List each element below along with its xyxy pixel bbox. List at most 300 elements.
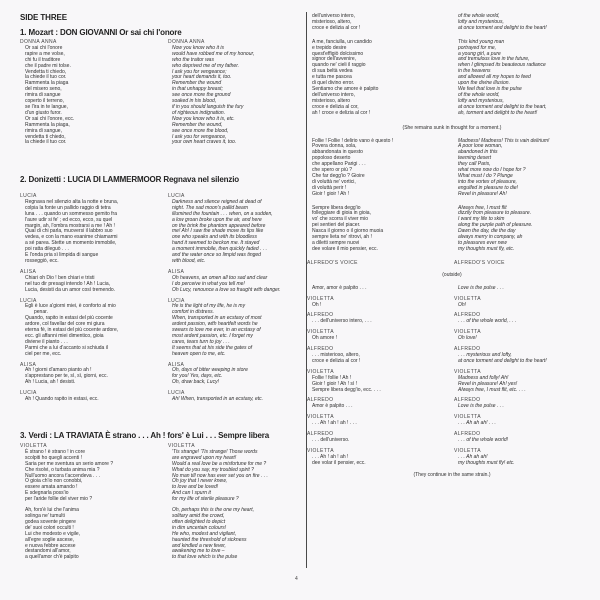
traviata-continuation bbox=[307, 14, 597, 486]
libretto-line: rapire a me volse, bbox=[25, 50, 65, 57]
libretto-line: Lui che modesto e vigile, bbox=[25, 530, 81, 537]
libretto-line: sempre lieta ne' ritrovi, ah ! bbox=[312, 234, 372, 241]
libretto-line: Darkness and silence reigned at dead of bbox=[172, 198, 262, 205]
libretto-line: they call Paris, bbox=[458, 161, 491, 168]
libretto-line: Oh, draw back, Lucy! bbox=[172, 379, 219, 386]
libretto-line: rimira di sangue bbox=[25, 92, 61, 99]
dialogue-row bbox=[20, 40, 305, 146]
dialogue-row bbox=[307, 370, 597, 394]
libretto-line: lofty and mysterious, bbox=[458, 18, 504, 25]
libretto-line: Null'uomo ancora t'accendeva . . . bbox=[25, 472, 101, 479]
italian-text bbox=[20, 391, 168, 403]
libretto-line: I ask you for vengeance; bbox=[172, 68, 227, 75]
libretto-line: along the purple path of pleasure. bbox=[458, 222, 533, 229]
libretto-line: me! Ah! I saw the shade move its lips like bbox=[172, 228, 264, 235]
libretto-line: He is the light of my life, he is my bbox=[172, 303, 246, 310]
libretto-line: What do you say, my troubled spirit ? bbox=[172, 466, 254, 473]
dialogue-row bbox=[307, 415, 597, 427]
libretto-line: if in you should languish the fury bbox=[172, 103, 244, 110]
speaker-name: VIOLETTA bbox=[454, 329, 482, 336]
libretto-line: Gioir ! gioir ! Ah ! sì ! bbox=[312, 380, 358, 387]
libretto-line: in that unhappy breast; bbox=[172, 86, 223, 93]
libretto-line: margin, ah, l'ombra mostrarsi a me ! Ah ! bbox=[25, 222, 115, 229]
english-translation bbox=[168, 508, 308, 561]
libretto-line: Parmi che a lui d'accanto si schiuda il bbox=[25, 344, 108, 351]
libretto-line: d'un giusto furor. bbox=[25, 109, 62, 116]
libretto-line: Love is the pulse . . . bbox=[458, 403, 504, 410]
english-translation bbox=[454, 449, 594, 467]
libretto-line: signor dell'avvenire, bbox=[312, 56, 357, 63]
libretto-line: awakening me to love – bbox=[172, 548, 225, 555]
english-translation bbox=[168, 270, 308, 294]
libretto-line: ecc. gli affanni miei dimentico, gioia bbox=[25, 332, 104, 339]
libretto-line: Or sai chi l'onore, ecc. bbox=[25, 115, 75, 122]
libretto-line: most ardent passion, etc. I forget my bbox=[172, 332, 253, 339]
libretto-line: I ask you for vengeance, bbox=[172, 133, 227, 140]
libretto-line: . . . dell'universo. bbox=[312, 436, 350, 443]
libretto-line: night. The sad moon's pallid beam bbox=[172, 204, 248, 211]
speaker-name: ALISA bbox=[20, 361, 37, 368]
libretto-line: quando ne' cieli il raggio bbox=[312, 62, 366, 69]
libretto-line: Remember the wound bbox=[172, 80, 222, 87]
speaker-name: ALFREDO'S VOICE bbox=[454, 259, 505, 266]
speaker-name: ALFREDO bbox=[454, 431, 481, 438]
libretto-line: and tremulous love in the future, bbox=[458, 56, 530, 63]
libretto-line: croce e delizia al cor ! bbox=[312, 357, 361, 364]
section-lucia bbox=[20, 175, 305, 408]
libretto-line: Egli è luce a'giorni miei, è conforto al mio bbox=[25, 303, 116, 310]
english-translation bbox=[454, 40, 594, 117]
speaker-name: ALISA bbox=[168, 361, 185, 368]
libretto-line: who the traitor was bbox=[172, 56, 214, 63]
english-translation bbox=[454, 398, 594, 410]
libretto-line: E l'onda pria sì limpida di sangue bbox=[25, 252, 99, 259]
libretto-line: croce e delizia al cor, bbox=[312, 103, 359, 110]
english-translation bbox=[454, 313, 594, 325]
libretto-line: I do perceive in what you tell me! bbox=[172, 280, 245, 287]
libretto-line: che spero or più ? bbox=[312, 167, 353, 174]
libretto-line: per l'aride follie del viver mio ? bbox=[25, 496, 93, 503]
libretto-line: destandomi all'amor, bbox=[25, 548, 71, 555]
dialogue-row bbox=[20, 194, 305, 265]
libretto-line: would have robbed me of my honour, bbox=[172, 50, 255, 57]
libretto-line: Ah ! giorni d'amaro pianto ah ! bbox=[25, 367, 92, 374]
libretto-line: who deprived me of my father. bbox=[172, 62, 240, 69]
libretto-line: abbandonata in questo bbox=[312, 149, 363, 156]
libretto-line: a moment immobile, then quickly faded . . . bbox=[172, 246, 268, 253]
libretto-line: ciel per me, ecc. bbox=[25, 350, 62, 357]
italian-text bbox=[20, 40, 168, 146]
libretto-line: hand it seemed to beckon me. It stayed bbox=[172, 240, 260, 247]
libretto-rows bbox=[307, 14, 597, 478]
english-translation bbox=[454, 261, 594, 267]
libretto-line: Madness and folly! Ah! bbox=[458, 374, 509, 381]
italian-text bbox=[307, 347, 454, 365]
libretto-line: Rammenta la piaga, bbox=[25, 121, 70, 128]
libretto-line: Nasca il giorno o il giorno muoia bbox=[312, 228, 384, 235]
libretto-line: a low groan broke upon the air, and here bbox=[172, 216, 262, 223]
section-don-giovanni bbox=[20, 28, 305, 151]
libretto-line: del misero seno, bbox=[25, 86, 62, 93]
libretto-line: e nuova febbre accese bbox=[25, 542, 76, 549]
libretto-line: one who speaks and with its bloodless bbox=[172, 234, 258, 241]
libretto-line: swears to love me ever, in an ecstasy of bbox=[172, 327, 261, 334]
libretto-line: Ah! When, transported in an ecstasy, etc. bbox=[172, 396, 264, 403]
libretto-line: for my life of sterile pleasure ? bbox=[172, 496, 239, 503]
italian-text bbox=[307, 449, 454, 467]
speaker-name: ALFREDO bbox=[454, 346, 481, 353]
libretto-line: ardore, col favellar del core mi giura bbox=[25, 321, 105, 328]
italian-text bbox=[307, 261, 454, 267]
libretto-line: ardent passion, with heartfelt words he bbox=[172, 321, 258, 328]
italian-text bbox=[20, 299, 168, 358]
libretto-line: Oh love! bbox=[458, 335, 477, 342]
italian-text bbox=[307, 432, 454, 444]
libretto-line: O gioia ch'io non conobbi, bbox=[25, 478, 83, 485]
english-translation bbox=[168, 391, 308, 403]
dialogue-row bbox=[307, 261, 597, 267]
dialogue-row bbox=[307, 313, 597, 325]
speaker-name: VIOLETTA bbox=[307, 329, 335, 336]
section-heading: 3. Verdi : LA TRAVIATA È strano . . . Ah ! fors' è Lui . . . Sempre libera bbox=[20, 431, 270, 440]
libretto-line: Gioir ! gioir ! Ah ! bbox=[312, 190, 349, 197]
libretto-line: Povera donna, sola, bbox=[312, 143, 357, 150]
libretto-line: Follie ! Follie ! delirio vano è questo ! bbox=[312, 137, 394, 144]
libretto-line: Lucia, desisti da un amor così tremendo. bbox=[25, 286, 116, 293]
libretto-line: and kindled a new fever, bbox=[172, 542, 226, 549]
italian-text bbox=[307, 370, 454, 394]
libretto-line: . . . Ah ah ah! bbox=[458, 453, 488, 460]
libretto-line: on the brink the phantom appeared before bbox=[172, 222, 266, 229]
italian-text bbox=[307, 313, 454, 325]
libretto-line: Che far degg'io ? Gioire bbox=[312, 172, 365, 179]
libretto-line: s'apprestano per te, sì, sì, giorni, ecc. bbox=[25, 373, 108, 380]
libretto-line: de' suoi colori occulti ! bbox=[25, 524, 74, 531]
speaker-name: ALFREDO bbox=[454, 397, 481, 404]
libretto-line: teeming desert bbox=[458, 155, 492, 162]
libretto-line: Sempre libera degg'io bbox=[312, 204, 361, 211]
libretto-line: to that love which is the pulse bbox=[172, 554, 238, 561]
libretto-line: And can I spurn it bbox=[172, 490, 211, 497]
libretto-line: see once more the blood, bbox=[172, 127, 229, 134]
italian-text bbox=[307, 330, 454, 342]
dialogue-row bbox=[307, 14, 597, 32]
libretto-rows bbox=[20, 444, 305, 561]
libretto-line: l'aure udir si fe' ; ed ecco, ecco, su quel bbox=[25, 216, 113, 223]
libretto-line: la chiede il tuo cor. bbox=[25, 74, 67, 81]
libretto-line: Always free, I must flit bbox=[458, 204, 507, 211]
libretto-line: my thoughts must fly! etc. bbox=[458, 459, 515, 466]
libretto-line: godea sovente pingere bbox=[25, 518, 76, 525]
libretto-line: e tutta me pascea bbox=[312, 74, 352, 81]
speaker-name: LUCIA bbox=[168, 193, 185, 199]
libretto-line: poi ratta dileguò . . . bbox=[25, 246, 69, 253]
libretto-line: . . . Ah ! ah ! ah ! bbox=[312, 453, 349, 460]
libretto-line: Ah ! Lucia, ah ! desisti. bbox=[25, 379, 76, 386]
libretto-line: dee volare il mio pensier, ecc. bbox=[312, 245, 378, 252]
libretto-line: at once torment and delight to the heart! bbox=[458, 24, 547, 31]
italian-text bbox=[20, 270, 168, 294]
english-translation bbox=[454, 347, 594, 365]
english-translation bbox=[454, 432, 594, 444]
libretto-line: vo' che scorra il viver mio bbox=[312, 216, 368, 223]
libretto-line: He who, modest and vigilant, bbox=[172, 530, 237, 537]
dialogue-row bbox=[307, 330, 597, 342]
dialogue-row bbox=[307, 347, 597, 365]
stage-direction: (She remains sunk in thought for a moment.) bbox=[402, 124, 502, 131]
libretto-line: Qual di chi parla, muoversi il labbro suo bbox=[25, 228, 113, 235]
libretto-line: . . . Ah ! ah ! ah ! . . . bbox=[312, 420, 357, 427]
libretto-line: diviene il pianto . . . bbox=[25, 338, 68, 345]
libretto-line: portrayed for me, bbox=[458, 44, 497, 51]
libretto-line: A me, fanciulla, un candido bbox=[312, 38, 372, 45]
speaker-name: ALISA bbox=[20, 268, 37, 275]
italian-text bbox=[20, 508, 168, 561]
libretto-line: Oh ! bbox=[312, 301, 322, 308]
libretto-line: dizzily from pleasure to pleasure. bbox=[458, 210, 532, 217]
libretto-line: Or sai chi l'onore bbox=[25, 44, 63, 51]
libretto-line: of righteous indignation. bbox=[172, 109, 226, 116]
libretto-line: . . . misterioso, altero, bbox=[312, 351, 360, 358]
speaker-name: LUCIA bbox=[20, 390, 37, 397]
stage-direction: (outside) bbox=[442, 271, 462, 278]
libretto-line: often delighted to depict bbox=[172, 518, 226, 525]
libretto-line: at once torment and delight to the heart, bbox=[458, 103, 547, 110]
libretto-line: Remember the wound, bbox=[172, 121, 223, 128]
libretto-line: No man till now has ever set you on fire . . . bbox=[172, 472, 268, 479]
english-translation bbox=[168, 40, 308, 146]
libretto-line: your own heart craves it, too. bbox=[172, 139, 237, 146]
libretto-line: and allowed all my hopes to feed bbox=[458, 74, 531, 81]
libretto-line: Oh! bbox=[458, 301, 467, 308]
libretto-line: Saria per me sventura un serio amore ? bbox=[25, 460, 114, 467]
dialogue-row bbox=[307, 40, 597, 117]
libretto-line: Revel in pleasure! Ah! bbox=[458, 190, 507, 197]
libretto-line: vedea, e con la mano esanime chiamarmi bbox=[25, 234, 118, 241]
libretto-line: always merry in company, ah bbox=[458, 234, 523, 241]
libretto-line: popoloso deserto bbox=[312, 155, 351, 162]
speaker-name: VIOLETTA bbox=[307, 295, 335, 302]
italian-text bbox=[307, 398, 454, 410]
libretto-line: Vendetta ti chiedo, bbox=[25, 68, 67, 75]
libretto-line: Oh amore ! bbox=[312, 335, 338, 342]
english-translation bbox=[454, 370, 594, 394]
dialogue-row bbox=[307, 398, 597, 410]
english-translation bbox=[454, 286, 594, 292]
libretto-line: of the whole world, bbox=[458, 91, 500, 98]
libretto-line: dell'universo intero, bbox=[312, 91, 355, 98]
libretto-line: my thoughts must fly, etc. bbox=[458, 245, 515, 252]
italian-text bbox=[307, 286, 454, 292]
libretto-line: Chiari oh Dio ! ben chiari e tristi bbox=[25, 274, 95, 281]
libretto-line: colpia la fonte un pallido raggio di tetra bbox=[25, 204, 111, 211]
libretto-line: It seems that at his side the gates of bbox=[172, 344, 253, 351]
libretto-line: Oh, days of bitter weeping in store bbox=[172, 367, 248, 374]
libretto-line: Amor, amor è palpito . . . bbox=[312, 284, 367, 291]
libretto-line: Che risolvi, o turbata anima mia ? bbox=[25, 466, 100, 473]
libretto-line: Love is the pulse . . . bbox=[458, 284, 504, 291]
speaker-name: VIOLETTA bbox=[454, 414, 482, 421]
libretto-line: a young girl, a pure bbox=[458, 50, 501, 57]
libretto-line: Rammenta la piaga bbox=[25, 80, 69, 87]
speaker-name: VIOLETTA bbox=[307, 414, 335, 421]
libretto-line: di quel divino error. bbox=[312, 80, 355, 87]
libretto-line: upon the divine illusion. bbox=[458, 80, 510, 87]
libretto-line: di voluttà ne' vortici, bbox=[312, 178, 356, 185]
libretto-line: in dim uncertain colours! bbox=[172, 524, 227, 531]
libretto-line: with blood, etc. bbox=[172, 257, 206, 264]
libretto-line: Oh joy that I never knew, bbox=[172, 478, 228, 485]
libretto-line: rosseggiò, ecc. bbox=[25, 257, 59, 264]
libretto-line: e trepido desire bbox=[312, 44, 347, 51]
side-title: SIDE THREE bbox=[20, 13, 68, 22]
libretto-line: Ah, fors'è lui che l'anima bbox=[25, 507, 79, 514]
english-translation bbox=[454, 415, 594, 427]
libretto-line: to love and be loved! bbox=[172, 484, 219, 491]
libretto-line: Dawn the day, die the day bbox=[458, 228, 516, 235]
libretto-line: la chiede il tuo cor. bbox=[25, 139, 67, 146]
speaker-name: VIOLETTA bbox=[168, 443, 196, 449]
speaker-name: ALFREDO bbox=[307, 397, 334, 404]
libretto-line: luna . . . quando un sommesso gemito fra bbox=[25, 210, 117, 217]
libretto-line: haunted the threshold of sickness bbox=[172, 536, 247, 543]
english-translation bbox=[454, 139, 594, 198]
english-translation bbox=[454, 297, 594, 309]
dialogue-row bbox=[20, 270, 305, 294]
libretto-line: This kind young man bbox=[458, 38, 505, 45]
libretto-line: . . . dell'universo intero, . . . bbox=[312, 318, 372, 325]
speaker-name: ALISA bbox=[168, 268, 185, 275]
libretto-rows bbox=[20, 194, 305, 403]
speaker-name: VIOLETTA bbox=[454, 295, 482, 302]
dialogue-row bbox=[307, 449, 597, 467]
libretto-rows bbox=[20, 40, 305, 146]
libretto-line: rimira di sangue, bbox=[25, 127, 62, 134]
english-translation bbox=[454, 330, 594, 342]
dialogue-row bbox=[307, 432, 597, 444]
section-heading: 2. Donizetti : LUCIA DI LAMMERMOOR Regnava nel silenzio bbox=[20, 175, 240, 184]
libretto-line: penar. bbox=[34, 309, 48, 316]
libretto-line: When, transported in an ecstasy of most bbox=[172, 315, 262, 322]
libretto-line: to pleasures ever new bbox=[458, 240, 507, 246]
speaker-name: DONNA ANNA bbox=[168, 39, 205, 45]
libretto-line: Oh heavens, an omen all too sad and clear bbox=[172, 274, 268, 281]
libretto-line: Would a real love be a misfortune for me ? bbox=[172, 460, 267, 467]
speaker-name: VIOLETTA bbox=[454, 447, 482, 454]
libretto-line: are engraved upon my heart! bbox=[172, 454, 237, 461]
libretto-line: folleggiare di gioia in gioia, bbox=[312, 210, 371, 217]
libretto-line: Madness! Madness! This is vain delirium! bbox=[458, 137, 550, 144]
dialogue-row bbox=[20, 391, 305, 403]
libretto-line: solinga ne' tumulti bbox=[25, 512, 65, 519]
libretto-line: Sentiamo che amore è palpito bbox=[312, 85, 379, 92]
libretto-line: when I glimpsed its beauteous radiance bbox=[458, 62, 546, 69]
speaker-name: LUCIA bbox=[168, 390, 185, 397]
libretto-line: abandoned in this bbox=[458, 149, 498, 156]
libretto-line: a sé parea. Stette un momento immobile, bbox=[25, 240, 117, 247]
libretto-line: Sempre libera degg'io, ecc. . . . bbox=[312, 386, 381, 393]
libretto-line: nel tuo dir presagi intendo ! Ah ! Lucia, bbox=[25, 280, 111, 287]
libretto-line: what more now do I hope for ? bbox=[458, 167, 526, 174]
english-translation bbox=[454, 206, 594, 253]
libretto-line: chi fu il traditore bbox=[25, 56, 61, 63]
libretto-line: in the heavens bbox=[458, 68, 491, 75]
dialogue-row bbox=[307, 206, 597, 253]
english-translation bbox=[454, 14, 594, 32]
libretto-line: engulfed in pleasure to die! bbox=[458, 184, 519, 191]
speaker-name: ALFREDO bbox=[307, 431, 334, 438]
libretto-line: for you! Yes, days, etc. bbox=[172, 373, 223, 380]
libretto-line: È strano ! è strano ! in core bbox=[25, 448, 86, 455]
libretto-line: all'egre soglie ascese, bbox=[25, 536, 75, 543]
libretto-line: Revel in pleasure! Ah! yes! bbox=[458, 380, 518, 387]
section-traviata bbox=[20, 431, 305, 566]
speaker-name: ALFREDO'S VOICE bbox=[307, 259, 358, 266]
libretto-line: quest'effigiò dolcissimo bbox=[312, 50, 364, 57]
dialogue-row bbox=[20, 508, 305, 561]
libretto-line: comfort in distress. bbox=[172, 309, 214, 316]
libretto-line: . . . Ah ah ah! . . . bbox=[458, 420, 496, 427]
italian-text bbox=[20, 194, 168, 265]
libretto-line: ah ! croce e delizia al cor ! bbox=[312, 109, 371, 116]
stage-direction: (They continue in the same strain.) bbox=[413, 471, 491, 478]
libretto-line: What must I do ? Plunge bbox=[458, 172, 513, 179]
libretto-line: Regnava nel silenzio alta la notte e bruna, bbox=[25, 198, 119, 205]
dialogue-row bbox=[20, 299, 305, 358]
dialogue-row bbox=[20, 363, 305, 387]
libretto-line: Now you know who it is bbox=[172, 44, 224, 51]
speaker-name: VIOLETTA bbox=[307, 368, 335, 375]
page-number: 4 bbox=[295, 576, 298, 582]
libretto-line: Quando, rapito in estasi del più cocente bbox=[25, 315, 113, 322]
libretto-line: Now you know who it is, etc. bbox=[172, 115, 235, 122]
libretto-line: essere amata amando ! bbox=[25, 484, 78, 491]
libretto-line: scolpiti ho quegli accenti ! bbox=[25, 454, 82, 461]
speaker-name: ALFREDO bbox=[454, 312, 481, 319]
libretto-line: a quell'amor ch'è palpito bbox=[25, 554, 79, 561]
libretto-line: misterioso, altero bbox=[312, 97, 351, 104]
italian-text bbox=[307, 139, 454, 198]
italian-text bbox=[307, 40, 454, 117]
libretto-line: We feel that love is the pulse bbox=[458, 85, 522, 92]
libretto-line: Ah ! Quando rapito in estasi, ecc. bbox=[25, 396, 99, 403]
english-translation bbox=[168, 444, 308, 503]
italian-text bbox=[307, 297, 454, 309]
libretto-line: di voluttà perir ! bbox=[312, 184, 347, 191]
libretto-line: eterna fè, in estasi del più cocente ardore, bbox=[25, 327, 119, 334]
libretto-line: pei sentieri del piacer. bbox=[312, 222, 361, 229]
speaker-name: VIOLETTA bbox=[307, 447, 335, 454]
speaker-name: DONNA ANNA bbox=[20, 39, 57, 45]
italian-text bbox=[20, 363, 168, 387]
libretto-line: . . . of the whole world! bbox=[458, 436, 509, 443]
libretto-line: solitary amid the crowd, bbox=[172, 512, 225, 519]
libretto-line: a diletti sempre nuovi bbox=[312, 240, 360, 246]
dialogue-row bbox=[307, 297, 597, 309]
section-heading: 1. Mozart : DON GIOVANNI Or sai chi l'onore bbox=[20, 28, 182, 37]
libretto-line: Oh, perhaps this is the one my heart, bbox=[172, 507, 254, 514]
libretto-line: of the whole world, bbox=[458, 13, 500, 19]
libretto-line: see once more the ground bbox=[172, 92, 231, 99]
libretto-line: soaked in his blood, bbox=[172, 98, 217, 105]
dialogue-row bbox=[307, 139, 597, 198]
libretto-line: I want my life to skim bbox=[458, 216, 505, 223]
libretto-line: Always free, I must flit, etc. . . . bbox=[458, 386, 526, 393]
libretto-line: into the vortex of pleasure, bbox=[458, 178, 517, 185]
libretto-line: Amor è palpito . . . bbox=[312, 403, 353, 410]
dialogue-row bbox=[20, 444, 305, 503]
italian-text bbox=[307, 415, 454, 427]
